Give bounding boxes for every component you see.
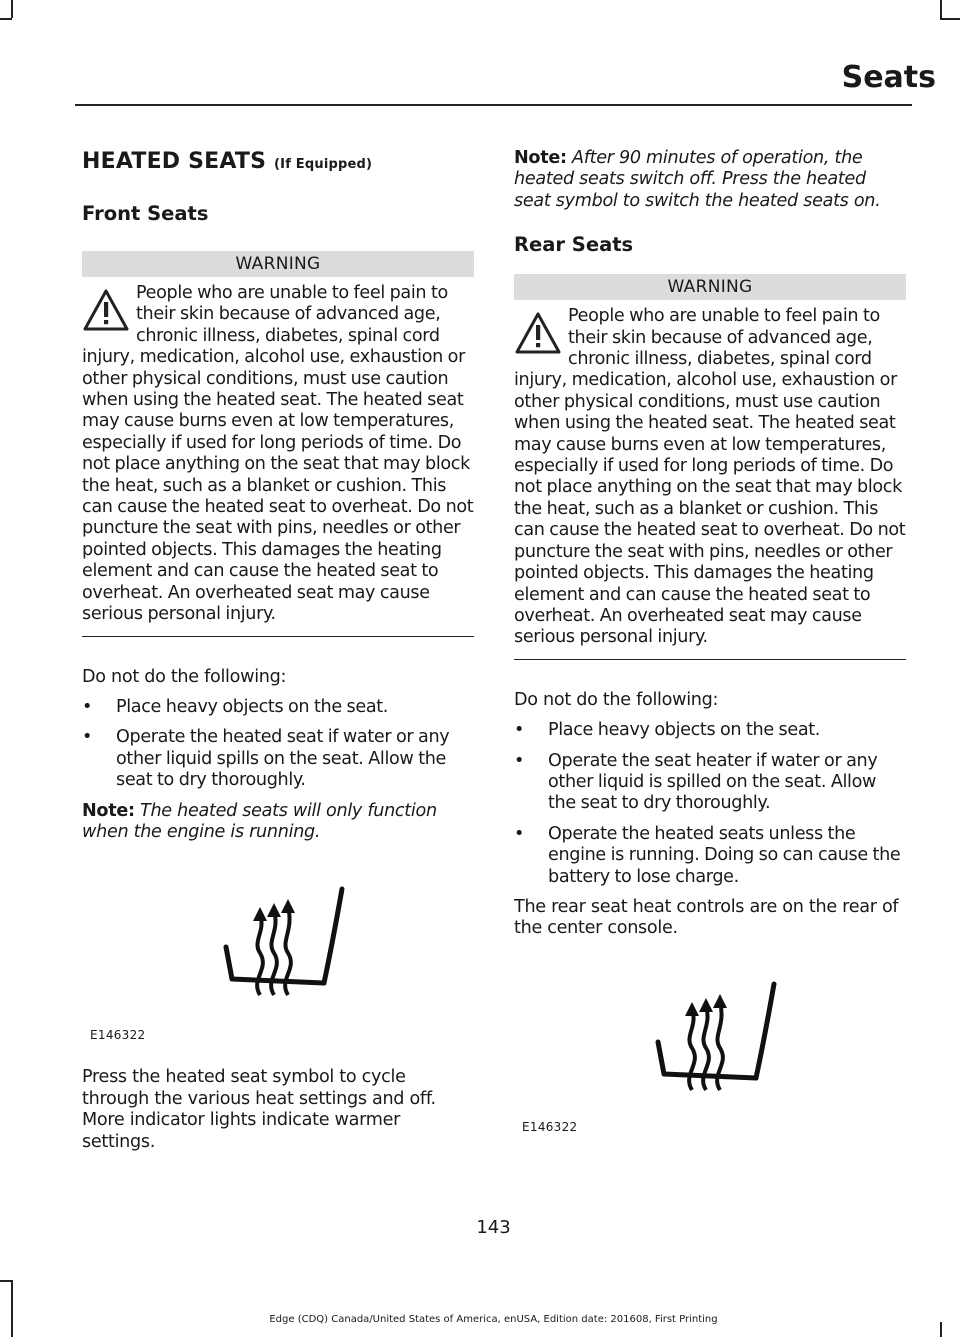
do-not-intro: Do not do the following: (82, 666, 287, 687)
do-not-intro: Do not do the following: (514, 689, 719, 710)
list-item (514, 824, 906, 888)
auto-off-note (514, 148, 906, 212)
crop-mark (940, 0, 942, 18)
header-divider (75, 104, 912, 106)
list-item-text: Place heavy objects on the seat. (548, 720, 821, 741)
heated-seat-figure (82, 843, 474, 1067)
warning-text: People who are unable to feel pain to their skin because of advanced age, chronic illness, diabetes, spinal cord injury, medication, alcohol use, exhaustion or other physical conditions, must use caution when using the heated seat. The heated seat may cause burns even at low temperatures, especially if used for long periods of time. Do not place anything on the seat that may block the heat, such as a blanket or cushion. This can cause the heated seat to overheat. Do not puncture the seat with pins, needles or other pointed objects. This damages the heating element and can cause the heated seat to overheat. An overheated seat may cause serious personal injury. (82, 283, 474, 625)
warning-text-block (82, 277, 474, 637)
bullet-dot: • (82, 696, 93, 717)
crop-mark (940, 18, 960, 20)
list-item (82, 697, 474, 718)
section-heading (82, 148, 474, 179)
rear-seats-heading: Rear Seats (514, 233, 634, 257)
right-column (514, 148, 906, 1160)
bullet-dot: • (514, 750, 525, 771)
list-item-text: Place heavy objects on the seat. (116, 696, 389, 717)
warning-triangle-icon (514, 310, 562, 356)
figure-code: E146322 (90, 1028, 146, 1043)
list-item (514, 720, 906, 741)
page-title: Seats (841, 60, 936, 95)
list-item-text: Operate the heated seats unless the engine is running. Doing so can cause the battery to lose charge. (548, 823, 901, 887)
front-warning-box (82, 251, 474, 637)
section-heading-text: HEATED SEATS (82, 149, 267, 174)
rear-warning-box (514, 274, 906, 660)
note-label: Note: (82, 800, 135, 821)
heated-seat-icon (220, 883, 350, 1001)
heated-seat-icon (652, 978, 782, 1096)
bullet-dot: • (514, 823, 525, 844)
list-item-text: Operate the heated seat if water or any other liquid spills on the seat. Allow the seat to dry thoroughly. (116, 727, 450, 791)
page-number: 143 (476, 1217, 511, 1238)
crop-mark (0, 1280, 12, 1282)
list-item (82, 727, 474, 791)
press-symbol-paragraph: Press the heated seat symbol to cycle through the various heat settings and off. More indicator lights indicate warmer settings. (82, 1067, 436, 1152)
engine-note (82, 801, 474, 844)
footer-edition-info: Edge (CDQ) Canada/United States of America, enUSA, Edition date: 201608, First Printing (269, 1314, 718, 1325)
note-text: The heated seats will only function when the engine is running. (82, 800, 437, 842)
warning-text-block (514, 300, 906, 660)
note-label: Note: (514, 148, 567, 168)
warning-label: WARNING (514, 274, 906, 300)
figure-code: E146322 (522, 1119, 578, 1134)
front-seats-heading: Front Seats (82, 202, 209, 225)
crop-mark (0, 18, 12, 20)
bullet-dot: • (82, 727, 93, 748)
list-item (514, 751, 906, 815)
note-text: After 90 minutes of operation, the heated seats switch off. Press the heated seat symbol to switch the heated seats on. (514, 148, 881, 211)
heated-seat-figure (514, 940, 906, 1160)
bullet-dot: • (514, 720, 525, 741)
crop-mark (11, 0, 13, 18)
left-column (82, 148, 474, 1153)
warning-text: People who are unable to feel pain to their skin because of advanced age, chronic illness, diabetes, spinal cord injury, medication, alcohol use, exhaustion or other physical conditions, must use caution when using the heated seat. The heated seat may cause burns even at low temperatures, especially if used for long periods of time. Do not place anything on the seat that may block the heat, such as a blanket or cushion. This can cause the heated seat to overheat. Do not puncture the seat with pins, needles or other pointed objects. This damages the heating element and can cause the heated seat to overheat. An overheated seat may cause serious personal injury. (514, 306, 906, 648)
warning-triangle-icon (82, 287, 130, 333)
section-heading-suffix: (If Equipped) (274, 157, 373, 172)
list-item-text: Operate the seat heater if water or any other liquid is spilled on the seat. Allow the seat to dry thoroughly. (548, 750, 878, 814)
rear-controls-paragraph: The rear seat heat controls are on the rear of the center console. (514, 896, 899, 939)
warning-label: WARNING (82, 251, 474, 277)
crop-mark (11, 1280, 13, 1337)
